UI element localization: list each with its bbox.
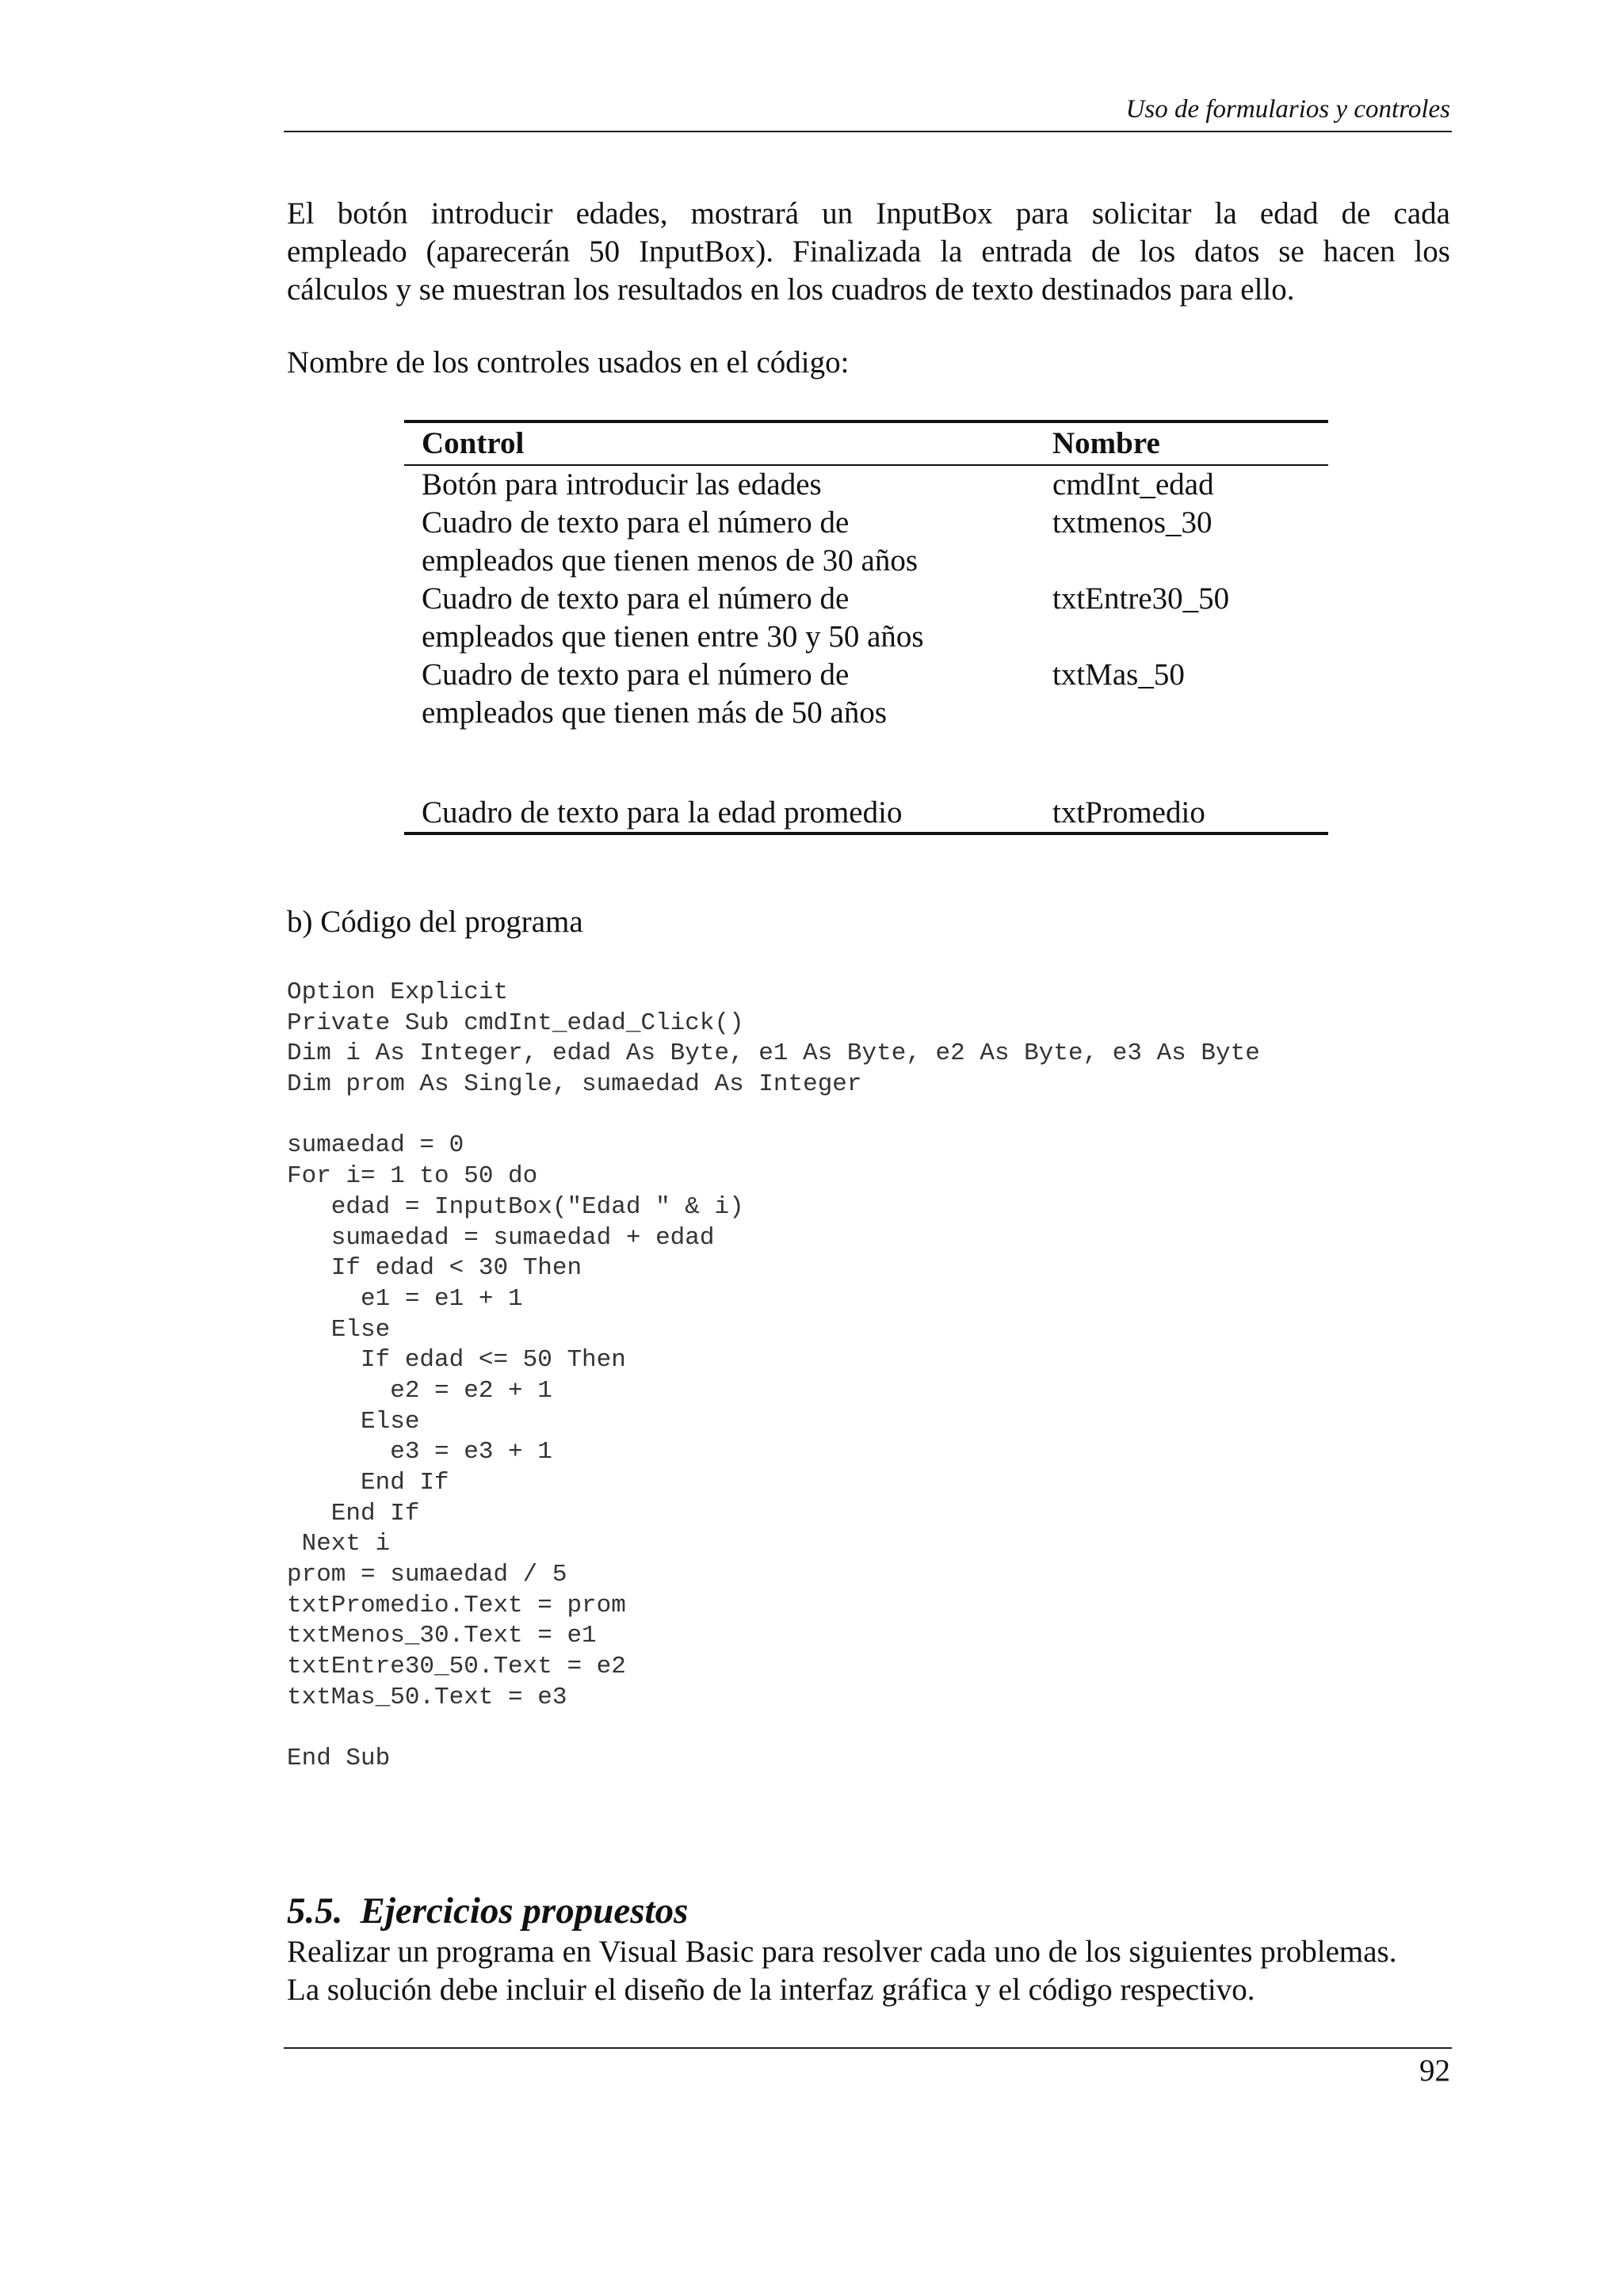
code-line: Next i	[287, 1530, 391, 1558]
control-description: Cuadro de texto para el número de	[422, 658, 850, 692]
code-line: If edad < 30 Then	[287, 1254, 582, 1283]
code-line: txtMas_50.Text = e3	[287, 1683, 567, 1711]
code-line: End If	[287, 1469, 449, 1497]
code-line: sumaedad = 0	[287, 1131, 464, 1160]
code-line: sumaedad = sumaedad + edad	[287, 1223, 715, 1252]
code-line: Option Explicit	[287, 978, 509, 1006]
controls-table	[404, 420, 1328, 835]
code-line: edad = InputBox("Edad " & i)	[287, 1192, 744, 1221]
table-spacer	[404, 732, 1328, 794]
code-line: txtEntre30_50.Text = e2	[287, 1653, 626, 1681]
section-title-text: Ejercicios propuestos	[360, 1890, 689, 1932]
header-nombre: Nombre	[1052, 426, 1160, 460]
code-line: txtPromedio.Text = prom	[287, 1591, 626, 1619]
code-line: e2 = e2 + 1	[287, 1376, 552, 1405]
section-heading-b: b) Código del programa	[287, 905, 583, 939]
table-row	[404, 580, 1328, 656]
code-line: Dim prom As Single, sumaedad As Integer	[287, 1070, 862, 1099]
table-row	[404, 794, 1328, 832]
code-line: End If	[287, 1499, 420, 1527]
code-line: End Sub	[287, 1745, 391, 1773]
table-row	[404, 466, 1328, 504]
control-description: Botón para introducir las edades	[422, 467, 822, 502]
code-line: For i= 1 to 50 do	[287, 1162, 538, 1191]
code-line: Else	[287, 1315, 391, 1344]
closing-line: La solución debe incluir el diseño de la interfaz gráfica y el código respectivo.	[287, 1973, 1255, 2007]
section-title	[287, 1889, 688, 1933]
control-name: txtPromedio	[1052, 795, 1205, 830]
control-name: txtMas_50	[1052, 658, 1185, 692]
code-line: e3 = e3 + 1	[287, 1438, 552, 1466]
control-description: Cuadro de texto para la edad promedio	[422, 795, 903, 830]
code-line	[287, 1100, 1476, 1131]
intro-paragraph	[287, 195, 1450, 309]
running-header: Uso de formularios y controles	[1125, 95, 1450, 124]
control-name: cmdInt_edad	[1052, 467, 1214, 502]
intro-line: El botón introducir edades, mostrará un InputBox para solicitar la edad de cada	[287, 196, 1450, 231]
intro-line: empleado (aparecerán 50 InputBox). Finalizada la entrada de los datos se hacen los	[287, 235, 1450, 269]
controls-label: Nombre de los controles usados en el código:	[287, 345, 850, 379]
closing-line: Realizar un programa en Visual Basic para resolver cada uno de los siguientes problemas.	[287, 1935, 1397, 1969]
code-line	[287, 1714, 1476, 1745]
control-description: Cuadro de texto para el número de	[422, 505, 850, 540]
table-row	[404, 656, 1328, 732]
table-bottom-rule	[404, 832, 1328, 835]
code-line: prom = sumaedad / 5	[287, 1561, 567, 1589]
table-row	[404, 504, 1328, 580]
footer-rule	[284, 2047, 1452, 2049]
control-description: empleados que tienen más de 50 años	[422, 696, 887, 730]
code-listing	[287, 978, 1476, 1775]
control-description: empleados que tienen entre 30 y 50 años	[422, 620, 924, 654]
intro-line: cálculos y se muestran los resultados en los cuadros de texto destinados para ello.	[287, 273, 1295, 307]
control-name: txtEntre30_50	[1052, 582, 1230, 616]
page-number: 92	[1419, 2054, 1450, 2088]
code-line: Dim i As Integer, edad As Byte, e1 As Byte, e2 As Byte, e3 As Byte	[287, 1039, 1260, 1068]
control-description: Cuadro de texto para el número de	[422, 582, 850, 616]
header-rule	[284, 131, 1452, 132]
code-line: If edad <= 50 Then	[287, 1346, 626, 1375]
control-description: empleados que tienen menos de 30 años	[422, 543, 918, 578]
code-line: txtMenos_30.Text = e1	[287, 1622, 597, 1650]
section-number: 5.5.	[287, 1890, 343, 1932]
code-line: Private Sub cmdInt_edad_Click()	[287, 1009, 744, 1037]
closing-paragraph	[287, 1933, 1450, 2009]
control-name: txtmenos_30	[1052, 505, 1212, 540]
header-control: Control	[422, 426, 525, 460]
code-line: e1 = e1 + 1	[287, 1284, 523, 1313]
table-header-row	[404, 423, 1328, 464]
code-line: Else	[287, 1407, 420, 1436]
